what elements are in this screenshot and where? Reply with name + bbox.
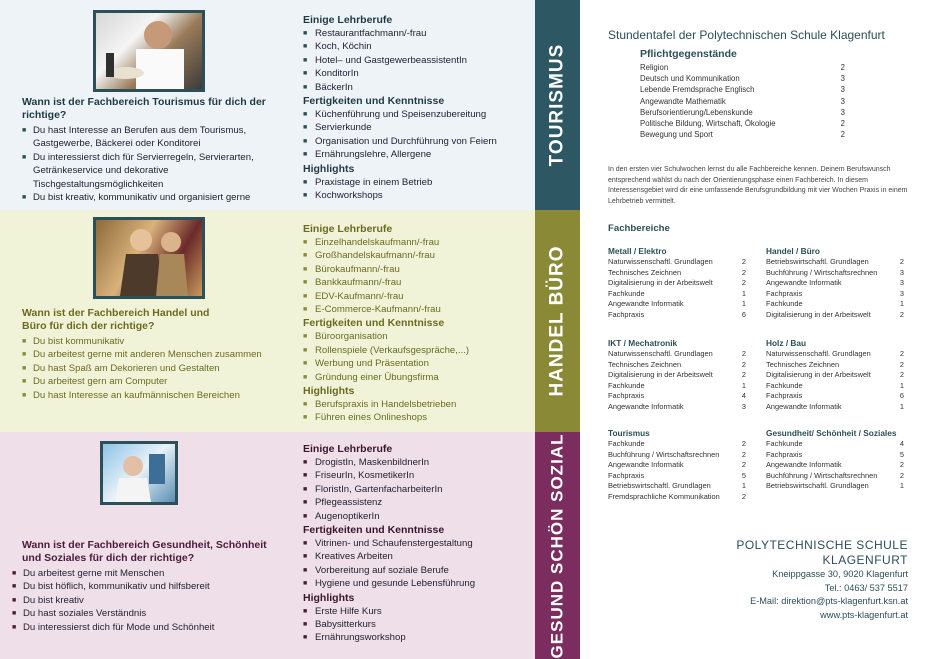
hours: 2 (741, 491, 746, 501)
subject: Fachpraxis (766, 288, 803, 298)
list-item: ■ Vitrinen- und Schaufenstergestaltung (303, 537, 528, 550)
table-row (608, 360, 746, 371)
list-item: ■ FloristIn, GartenfacharbeiterIn (303, 483, 528, 496)
list-item: ■ Kreatives Arbeiten (303, 550, 528, 563)
hours: 4 (899, 439, 904, 448)
highlights-heading: Highlights (303, 162, 355, 175)
subject: Fachkunde (608, 380, 645, 390)
list-item: ■ EDV-Kaufmann/-frau (303, 290, 528, 303)
subject: Angewandte Informatik (766, 460, 842, 470)
hours: 1 (741, 288, 746, 298)
pflicht-heading: Pflichtgegenstände (640, 48, 737, 60)
list-item: ■ Du arbeitest gern am Computer (22, 375, 282, 388)
list-item: ■ Babysitterkurs (303, 618, 528, 631)
subject: Fachpraxis (608, 470, 645, 480)
list-item: ■ Restaurantfachmann/-frau (303, 27, 528, 40)
subject: Buchführung / Wirtschaftsrechnen (608, 449, 720, 459)
subject: Naturwissenschaftl. Grundlagen (608, 257, 713, 266)
hours: 4 (741, 391, 746, 401)
group-title: Handel / Büro (766, 246, 820, 256)
list-item: ■ Koch, Köchin (303, 40, 528, 53)
list-item: ■ Du arbeitest gerne mit Menschen (12, 567, 282, 580)
table-row (766, 370, 904, 381)
table-row (608, 268, 746, 279)
table-row (608, 460, 746, 471)
list-item: ■ Vorbereitung auf soziale Berufe (303, 564, 528, 577)
table-row (766, 349, 904, 360)
hours: 2 (899, 470, 904, 480)
fachbereich-group (766, 428, 904, 492)
subject: Lebende Fremdsprache Englisch (640, 85, 755, 95)
table-row (766, 268, 904, 279)
fertigkeiten-list (303, 330, 528, 384)
subject: Berufsorientierung/Lebenskunde (640, 107, 753, 117)
hours: 2 (741, 267, 746, 277)
fachbereich-group (766, 246, 904, 321)
subject: Betriebswirtschaftl. Grundlagen (766, 481, 869, 491)
hours: 2 (840, 63, 845, 72)
handel-band (535, 210, 580, 432)
table-row (608, 471, 746, 482)
chef-photo (93, 10, 205, 92)
subject: Technisches Zeichnen (608, 267, 682, 277)
list-item: ■ FriseurIn, KosmetikerIn (303, 469, 528, 482)
subject: Fachkunde (766, 439, 803, 448)
subject: Angewandte Mathematik (640, 96, 726, 106)
highlights-list (303, 176, 528, 203)
contact-block (736, 538, 908, 622)
list-item: ■ Du bist kommunikativ (22, 335, 282, 348)
table-row (766, 471, 904, 482)
subject: Religion (640, 63, 669, 72)
table-row (608, 439, 746, 450)
subject: Digitalisierung in der Arbeitswelt (608, 278, 713, 288)
lehrberufe-heading: Einige Lehrberufe (303, 14, 393, 26)
table-row (640, 84, 845, 95)
hours: 2 (899, 460, 904, 470)
list-item: ■ Ernährungslehre, Allergene (303, 148, 528, 161)
subject: Fachpraxis (608, 391, 645, 401)
hours: 2 (899, 257, 904, 266)
table-row (766, 299, 904, 310)
subject: Fachkunde (608, 439, 645, 448)
question-heading: Wann ist der Fachbereich Handel und Büro für dich der richtige? (22, 307, 210, 332)
handel-section (0, 210, 535, 432)
table-row (608, 257, 746, 268)
interest-list (22, 124, 282, 204)
table-row (608, 391, 746, 402)
hours: 3 (741, 401, 746, 411)
lehrberufe-heading: Einige Lehrberufe (303, 443, 393, 455)
fachbereich-group (608, 428, 746, 503)
subject: Angewandte Informatik (608, 299, 684, 309)
list-item: ■ AugenoptikerIn (303, 510, 528, 523)
group-title: Gesundheit/ Schönheit / Soziales (766, 428, 897, 438)
table-row (766, 278, 904, 289)
hours: 1 (899, 481, 904, 491)
table-row (608, 289, 746, 300)
lehrberufe-list (303, 456, 528, 523)
intro-text: In den ersten vier Schulwochen lernst du alle Fachbereiche kennen. Deinem Berufswunsch entsprechend wählst du nach der Orientierungsphase einen Fachbereich. In diesem Interessensgebiet wird dir eine umfassende Berufsgrundbildung mit vier Wochen Praxis in einem Lehrbetrieb vermittelt. (608, 166, 908, 205)
list-item: ■ Hotel– und GastgewerbeassistentIn (303, 54, 528, 67)
tourismus-band (535, 0, 580, 210)
tourismus-section (0, 0, 535, 210)
list-item: ■ Büroorganisation (303, 330, 528, 343)
table-row (608, 278, 746, 289)
highlights-heading: Highlights (303, 385, 355, 398)
list-item: ■ Werbung und Präsentation (303, 357, 528, 370)
interest-list (22, 335, 282, 402)
table-row (640, 129, 845, 140)
table-row (766, 381, 904, 392)
hours: 3 (840, 85, 845, 95)
table-row (640, 118, 845, 129)
hours: 1 (899, 401, 904, 411)
band-label: HANDEL BÜRO (546, 245, 568, 397)
list-item: ■ Bürokaufmann/-frau (303, 263, 528, 276)
question-heading: Wann ist der Fachbereich Gesundheit, Schönheit und Soziales für dich der richtige? (22, 539, 267, 564)
table-row (766, 310, 904, 321)
lehrberufe-list (303, 236, 528, 316)
list-item: ■ Organisation und Durchführung von Feiern (303, 135, 528, 148)
table-row (640, 62, 845, 73)
interest-list (12, 567, 282, 634)
list-item: ■ Servierkunde (303, 121, 528, 134)
table-row (766, 460, 904, 471)
hours: 3 (840, 107, 845, 117)
subject: Fachpraxis (766, 449, 803, 459)
hours: 1 (741, 481, 746, 491)
list-item: ■ Du bist höflich, kommunikativ und hilfsbereit (12, 580, 282, 593)
hours: 1 (899, 299, 904, 309)
fachbereiche-heading: Fachbereiche (608, 223, 670, 234)
group-title: IKT / Mechatronik (608, 338, 678, 348)
list-item: ■ DrogistIn, MaskenbildnerIn (303, 456, 528, 469)
table-row (766, 402, 904, 413)
table-row (608, 299, 746, 310)
subject: Fremdsprachliche Kommunikation (608, 491, 720, 501)
table-row (766, 257, 904, 268)
lehrberufe-list (303, 27, 528, 94)
hours: 1 (899, 380, 904, 390)
fertigkeiten-heading: Fertigkeiten und Kenntnisse (303, 95, 445, 108)
table-row (766, 450, 904, 461)
group-title: Tourismus (608, 428, 650, 438)
hours: 3 (899, 267, 904, 277)
fertigkeiten-list (303, 108, 528, 162)
list-item: ■ BäckerIn (303, 81, 528, 94)
hours: 5 (741, 470, 746, 480)
gesund-section (0, 432, 535, 659)
phone: Tel.: 0463/ 537 5517 (824, 582, 908, 593)
list-item: ■ Ernährungsworkshop (303, 631, 528, 644)
hours: 3 (840, 96, 845, 106)
list-item: ■ Du bist kreativ (12, 594, 282, 607)
hours: 3 (899, 278, 904, 288)
shopping-photo (93, 217, 205, 299)
list-item: ■ Großhandelskaufmann/-frau (303, 249, 528, 262)
lehrberufe-heading: Einige Lehrberufe (303, 223, 393, 235)
subject: Fachkunde (608, 288, 645, 298)
hours: 1 (741, 299, 746, 309)
hours: 2 (741, 278, 746, 288)
hours: 2 (741, 359, 746, 369)
list-item: ■ Gründung einer Übungsfirma (303, 371, 528, 384)
subject: Fachkunde (766, 299, 803, 309)
hours: 6 (899, 391, 904, 401)
subject: Fachkunde (766, 380, 803, 390)
band-label: TOURISMUS (546, 43, 568, 167)
subject: Buchführung / Wirtschaftsrechnen (766, 267, 878, 277)
list-item: ■ Du hast soziales Verständnis (12, 607, 282, 620)
hours: 2 (741, 439, 746, 448)
table-row (608, 381, 746, 392)
table-row (640, 96, 845, 107)
subject: Naturwissenschaftl. Grundlagen (608, 349, 713, 358)
table-row (766, 439, 904, 450)
subject: Fachpraxis (766, 391, 803, 401)
fachbereich-group (766, 338, 904, 413)
subject: Digitalisierung in der Arbeitswelt (766, 309, 871, 319)
stundentafel-title: Stundentafel der Polytechnischen Schule Klagenfurt (608, 28, 885, 42)
fertigkeiten-heading: Fertigkeiten und Kenntnisse (303, 524, 445, 537)
list-item: ■ Führen eines Onlineshops (303, 411, 528, 424)
fachbereich-group (608, 338, 746, 413)
list-item: ■ Rollenspiele (Verkaufsgespräche,...) (303, 344, 528, 357)
hours: 2 (741, 349, 746, 358)
table-row (608, 370, 746, 381)
list-item: ■ KonditorIn (303, 67, 528, 80)
subject: Technisches Zeichnen (608, 359, 682, 369)
table-row (608, 492, 746, 503)
list-item: ■ Du hast Interesse an Berufen aus dem Tourismus, Gastgewerbe, Bäckerei oder Konditorei (22, 124, 282, 151)
subject: Technisches Zeichnen (766, 359, 840, 369)
stundentafel-page (580, 0, 930, 659)
list-item: ■ Du bist kreativ, kommunikativ und organisiert gerne (22, 191, 282, 204)
table-row (640, 107, 845, 118)
list-item: ■ E-Commerce-Kaufmann/-frau (303, 303, 528, 316)
fertigkeiten-heading: Fertigkeiten und Kenntnisse (303, 317, 445, 330)
group-title: Metall / Elektro (608, 246, 667, 256)
list-item: ■ Bankkaufmann/-frau (303, 276, 528, 289)
highlights-list (303, 398, 528, 425)
table-row (608, 402, 746, 413)
table-row (766, 289, 904, 300)
table-row (608, 349, 746, 360)
table-row (608, 481, 746, 492)
table-row (608, 310, 746, 321)
table-row (640, 73, 845, 84)
subject: Angewandte Informatik (608, 401, 684, 411)
website-link[interactable]: www.pts-klagenfurt.at (820, 609, 908, 620)
email-link[interactable]: E-Mail: direktion@pts-klagenfurt.ksn.at (750, 596, 908, 606)
subject: Angewandte Informatik (766, 401, 842, 411)
list-item: ■ Du hast Interesse an kaufmännischen Bereichen (22, 389, 282, 402)
subject: Naturwissenschaftl. Grundlagen (766, 349, 871, 358)
hours: 3 (840, 74, 845, 84)
list-item: ■ Du interessierst dich für Servierregeln, Servierarten, Getränkeservice und dekorative Tischgestaltungsmöglichkeiten (22, 151, 282, 191)
hours: 2 (899, 309, 904, 319)
pflicht-table (640, 62, 845, 140)
hours: 1 (741, 380, 746, 390)
highlights-heading: Highlights (303, 591, 355, 604)
list-item: ■ Berufspraxis in Handelsbetrieben (303, 398, 528, 411)
hours: 2 (840, 119, 845, 129)
subject: Angewandte Informatik (608, 460, 684, 470)
list-item: ■ Einzelhandelskaufmann/-frau (303, 236, 528, 249)
subject: Betriebswirtschaftl. Grundlagen (608, 481, 711, 491)
school-city: KLAGENFURT (822, 553, 908, 567)
table-row (766, 481, 904, 492)
subject: Digitalisierung in der Arbeitswelt (766, 370, 871, 380)
hours: 6 (741, 309, 746, 319)
hours: 2 (899, 359, 904, 369)
subject: Buchführung / Wirtschaftsrechnen (766, 470, 878, 480)
list-item: ■ Hygiene und gesunde Lebensführung (303, 577, 528, 590)
subject: Bewegung und Sport (640, 130, 713, 140)
list-item: ■ Erste Hilfe Kurs (303, 605, 528, 618)
band-label: GESUND SCHÖN SOZIAL (547, 433, 567, 658)
hours: 2 (899, 349, 904, 358)
table-row (766, 391, 904, 402)
list-item: ■ Pflegeassistenz (303, 496, 528, 509)
hours: 2 (741, 370, 746, 380)
address: Kneippgasse 30, 9020 Klagenfurt (772, 569, 908, 579)
hours: 2 (899, 370, 904, 380)
table-row (766, 360, 904, 371)
list-item: ■ Du hast Spaß am Dekorieren und Gestalten (22, 362, 282, 375)
subject: Deutsch und Kommunikation (640, 74, 740, 84)
list-item: ■ Praxistage in einem Betrieb (303, 176, 528, 189)
question-heading: Wann ist der Fachbereich Tourismus für dich der richtige? (22, 96, 266, 121)
subject: Betriebswirtschaftl. Grundlagen (766, 257, 869, 266)
hours: 2 (840, 130, 845, 140)
subject: Fachpraxis (608, 309, 645, 319)
hours: 3 (899, 288, 904, 298)
list-item: ■ Kochworkshops (303, 189, 528, 202)
list-item: ■ Küchenführung und Speisenzubereitung (303, 108, 528, 121)
gesund-band (535, 432, 580, 659)
list-item: ■ Du arbeitest gerne mit anderen Menschen zusammen (22, 348, 282, 361)
table-row (608, 450, 746, 461)
subject: Angewandte Informatik (766, 278, 842, 288)
hours: 2 (741, 460, 746, 470)
subject: Politische Bildung, Wirtschaft, Ökologie (640, 119, 776, 129)
hours: 5 (899, 449, 904, 459)
fertigkeiten-list (303, 537, 528, 591)
beauty-photo (100, 441, 178, 505)
subject: Digitalisierung in der Arbeitswelt (608, 370, 713, 380)
highlights-list (303, 605, 528, 645)
school-name: POLYTECHNISCHE SCHULE (736, 538, 908, 552)
hours: 2 (741, 257, 746, 266)
hours: 2 (741, 449, 746, 459)
fachbereich-group (608, 246, 746, 321)
group-title: Holz / Bau (766, 338, 807, 348)
list-item: ■ Du interessierst dich für Mode und Schönheit (12, 621, 282, 634)
